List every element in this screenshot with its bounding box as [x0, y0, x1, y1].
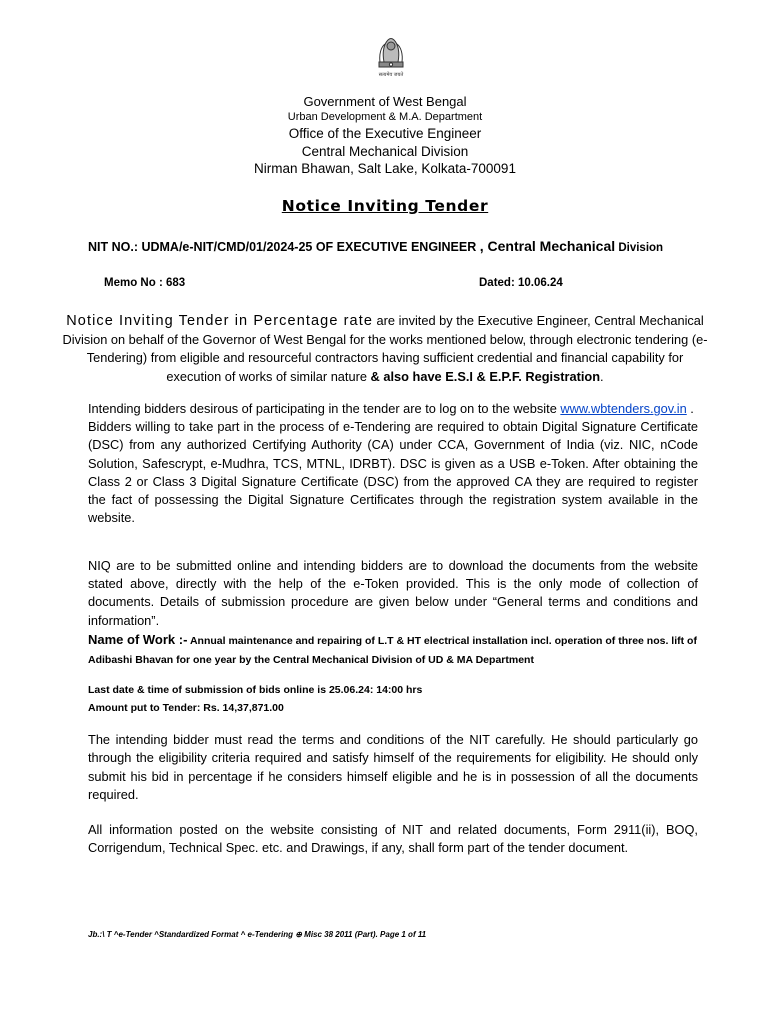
intro-lead: Notice Inviting Tender in Percentage rate: [66, 313, 373, 329]
nit-number: [88, 238, 663, 254]
tender-amount: Amount put to Tender: Rs. 14,37,871.00: [88, 702, 284, 714]
wbtenders-link[interactable]: www.wbtenders.gov.in: [560, 401, 687, 416]
website-text: Intending bidders desirous of participating in the tender are to log on to the website: [88, 401, 561, 416]
header-address: Nirman Bhawan, Salt Lake, Kolkata-700091: [254, 161, 516, 176]
last-date: Last date & time of submission of bids online is 25.06.24: 14:00 hrs: [88, 684, 423, 696]
header-department: Urban Development & M.A. Department: [287, 111, 483, 123]
header-government: Government of West Bengal: [303, 94, 467, 109]
nit-part3: Division: [615, 242, 664, 254]
eligibility-paragraph: The intending bidder must read the terms and conditions of the NIT carefully. He should particularly go through the eligibility criteria required and satisfy himself of the requirements for eligibility. He should only submit his bid in percentage if he considers himself eligible and he is in possession of all the documents required.: [88, 732, 698, 802]
header-office: Office of the Executive Engineer: [288, 126, 482, 141]
ashoka-emblem-icon: [372, 32, 410, 80]
dsc-text: Bidders willing to take part in the process of e-Tendering are required to obtain Digital Signature Certificate (DSC) from any authorized Certifying Authority (CA) under CCA, Government of India (viz. NIC, nCode Solution, Safescrypt, e-Mudhra, TCS, MTNL, IDRBT). DSC is given as a USB e-Token. After obtaining the Class 2 or Class 3 Digital Signature Certificate (DSC) from the approved CA they are required to register the fact of possessing the Digital Signature Certificates through the registration system available in the website.: [88, 419, 698, 526]
memo-date: Dated: 10.06.24: [479, 277, 563, 289]
intro-bold: & also have E.S.I & E.P.F. Registration: [370, 368, 601, 384]
niq-paragraph: NIQ are to be submitted online and intending bidders are to download the documents from the website stated above, directly with the help of the e-Token provided. This is the only mode of collection of documents. Details of submission procedure are given below under “General terms and conditions and information”.: [88, 558, 698, 628]
documents-paragraph: All information posted on the website consisting of NIT and related documents, Form 2911(ii), BOQ, Corrigendum, Technical Spec. etc. and Drawings, if any, shall form part of the tender document.: [88, 822, 698, 856]
website-paragraph: [88, 400, 698, 527]
nit-part2: , Central Mechanical: [479, 238, 616, 254]
website-after: .: [686, 401, 694, 416]
nit-part1: NIT NO.: UDMA/e-NIT/CMD/01/2024-25 OF EXECUTIVE ENGINEER: [88, 240, 480, 254]
intro-paragraph: [60, 312, 710, 386]
work-text: Annual maintenance and repairing of L.T & HT electrical installation incl. operation of three nos. lift of Adibashi Bhavan for one year by the Central Mechanical Division of UD & MA Department: [88, 635, 697, 666]
page-footer: Jb.:\ T ^e-Tender ^Standardized Format ^ e-Tendering ⊕ Misc 38 2011 (Part). Page 1 of 11: [88, 930, 427, 939]
header-division: Central Mechanical Division: [301, 144, 469, 159]
intro-end: .: [600, 368, 604, 384]
name-of-work: [88, 630, 708, 670]
memo-number: Memo No : 683: [104, 277, 186, 289]
intro-text: are invited by the Executive Engineer, Central Mechanical Division on behalf of the Governor of West Bengal for the works mentioned below, through electronic tendering (e-Tendering) from eligible and resourceful contractors having sufficient credential and financial capability for execution of works of similar nature: [62, 313, 708, 384]
page-title: Notice Inviting Tender: [281, 197, 489, 215]
submission-info: [88, 681, 422, 717]
svg-text:सत्यमेव जयते: सत्यमेव जयते: [378, 72, 404, 78]
work-label: Name of Work :-: [88, 632, 188, 647]
